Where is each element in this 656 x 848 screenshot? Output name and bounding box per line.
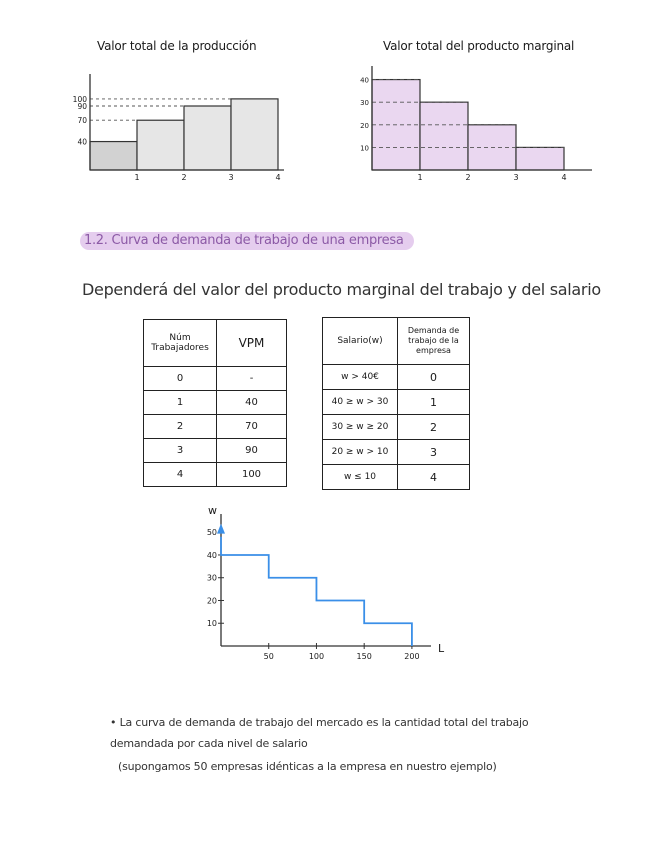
table1-cell: 0 bbox=[144, 367, 217, 391]
chart3-y-tick: 10 bbox=[206, 619, 217, 629]
chart1-title: Valor total de la producción bbox=[97, 39, 257, 53]
workers-vpm-table bbox=[143, 319, 287, 487]
section-heading: 1.2. Curva de demanda de trabajo de una empresa bbox=[80, 232, 414, 250]
table1-cell: 1 bbox=[144, 391, 217, 415]
intro-sentence: Dependerá del valor del producto marginal del trabajo y del salario bbox=[82, 280, 601, 299]
chart3-x-tick: 150 bbox=[356, 652, 372, 661]
chart1-total-production bbox=[40, 60, 300, 190]
chart2-y-tick: 30 bbox=[360, 99, 369, 108]
table1-header-workers: Núm Trabajadores bbox=[144, 320, 217, 367]
table2-header-demand: Demanda de trabajo de la empresa bbox=[398, 318, 470, 365]
table-row bbox=[323, 465, 470, 490]
chart2-x-tick: 1 bbox=[417, 173, 423, 182]
chart3-y-label: w bbox=[208, 504, 217, 517]
chart1-y-tick: 90 bbox=[77, 102, 87, 111]
table-row bbox=[144, 439, 287, 463]
chart2-y-tick: 20 bbox=[360, 121, 369, 130]
assumption-note: (supongamos 50 empresas idénticas a la empresa en nuestro ejemplo) bbox=[118, 760, 497, 773]
table2-cell: 40 ≥ w > 30 bbox=[323, 390, 398, 415]
chart2-y-tick: 10 bbox=[360, 144, 369, 153]
table2-header-wage: Salario(w) bbox=[323, 318, 398, 365]
table2-cell: 0 bbox=[398, 365, 470, 390]
chart3-x-tick: 200 bbox=[404, 652, 420, 661]
table-row bbox=[323, 440, 470, 465]
demand-arrowhead bbox=[217, 524, 225, 534]
table2-cell: w ≤ 10 bbox=[323, 465, 398, 490]
table1-cell: 4 bbox=[144, 463, 217, 487]
chart2-y-tick: 40 bbox=[360, 76, 369, 85]
chart3-y-tick: 20 bbox=[206, 596, 217, 606]
chart1-y-tick: 70 bbox=[77, 116, 87, 126]
chart3-x-tick: 100 bbox=[308, 652, 325, 661]
chart2-title: Valor total del producto marginal bbox=[383, 39, 575, 53]
table2-cell: 2 bbox=[398, 415, 470, 440]
table2-cell: w > 40€ bbox=[323, 365, 398, 390]
demand-step-line bbox=[221, 537, 412, 646]
table-row bbox=[323, 390, 470, 415]
table1-header-vpm: VPM bbox=[217, 320, 287, 367]
table2-cell: 30 ≥ w ≥ 20 bbox=[323, 415, 398, 440]
chart2-bar bbox=[420, 102, 468, 170]
table1-cell: 70 bbox=[217, 415, 287, 439]
chart1-bar bbox=[137, 120, 184, 170]
chart1-y-tick: 40 bbox=[77, 137, 87, 147]
chart2-bar bbox=[516, 147, 564, 170]
market-demand-bullet bbox=[110, 712, 570, 754]
table1-cell: 3 bbox=[144, 439, 217, 463]
chart3-y-tick: 40 bbox=[206, 550, 217, 560]
chart2-marginal-product bbox=[355, 60, 605, 190]
chart2-x-tick: 4 bbox=[561, 173, 567, 182]
table-row bbox=[144, 367, 287, 391]
bullet-dot: • bbox=[110, 716, 120, 729]
bullet-text: La curva de demanda de trabajo del mercado es la cantidad total del trabajo demandada por cada nivel de salario bbox=[110, 716, 529, 750]
table2-cell: 1 bbox=[398, 390, 470, 415]
table1-cell: 40 bbox=[217, 391, 287, 415]
wage-demand-table bbox=[322, 317, 470, 490]
chart1-x-tick: 3 bbox=[228, 173, 234, 182]
chart2-x-tick: 2 bbox=[465, 173, 471, 182]
table2-cell: 4 bbox=[398, 465, 470, 490]
table1-cell: 100 bbox=[217, 463, 287, 487]
chart3-x-label: L bbox=[438, 642, 445, 655]
table-row bbox=[323, 365, 470, 390]
table2-cell: 3 bbox=[398, 440, 470, 465]
chart1-bar bbox=[90, 142, 137, 170]
table2-cell: 20 ≥ w > 10 bbox=[323, 440, 398, 465]
chart3-x-tick: 50 bbox=[263, 652, 274, 661]
chart3-y-tick: 50 bbox=[206, 528, 217, 538]
table-row bbox=[144, 415, 287, 439]
chart3-y-tick: 30 bbox=[206, 573, 217, 583]
chart1-x-tick: 2 bbox=[181, 173, 187, 182]
table-row bbox=[323, 415, 470, 440]
chart1-y-tick: 100 bbox=[72, 94, 87, 104]
chart1-bar bbox=[231, 99, 278, 170]
chart2-x-tick: 3 bbox=[513, 173, 519, 182]
chart3-demand-curve bbox=[190, 500, 460, 670]
table-row bbox=[144, 463, 287, 487]
table1-cell: 2 bbox=[144, 415, 217, 439]
table1-cell: - bbox=[217, 367, 287, 391]
chart1-bar bbox=[184, 106, 231, 170]
chart1-x-tick: 1 bbox=[134, 173, 140, 182]
table1-cell: 90 bbox=[217, 439, 287, 463]
chart1-x-tick: 4 bbox=[275, 173, 281, 182]
table-row bbox=[144, 391, 287, 415]
